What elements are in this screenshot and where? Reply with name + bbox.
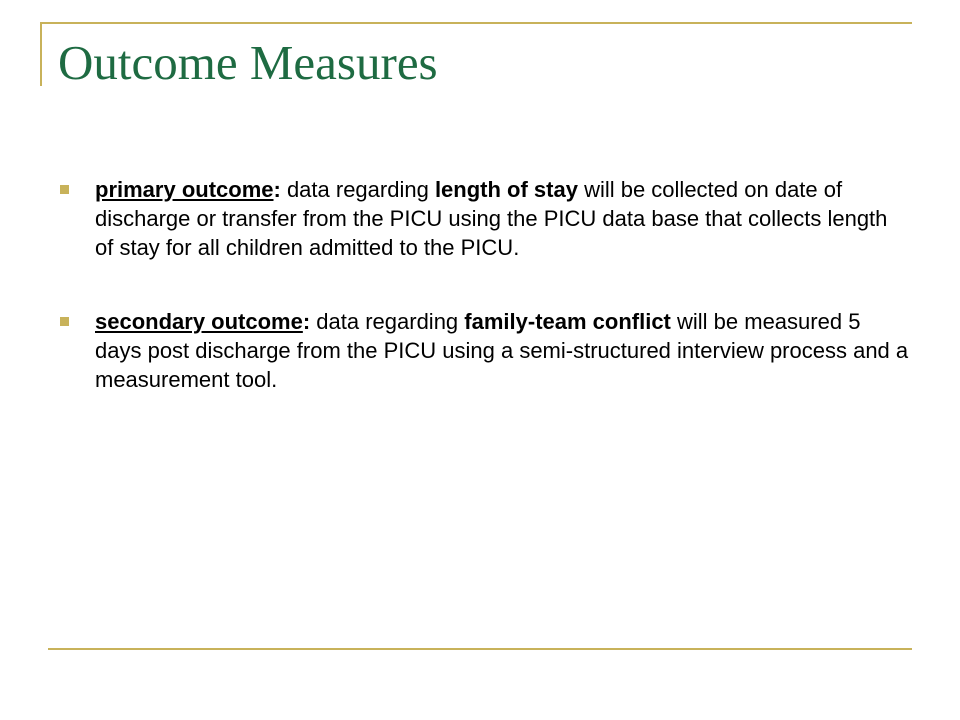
primary-outcome-term: primary outcome [95,177,274,202]
secondary-outcome-term: secondary outcome [95,309,303,335]
bullet-secondary-outcome [60,308,910,394]
primary-outcome-emphasis: length of stay [434,177,578,202]
bottom-rule [48,648,912,650]
secondary-outcome-colon: : [302,309,311,335]
bullet-primary-outcome [60,176,910,262]
secondary-outcome-text-before: data regarding [310,309,465,335]
left-rule [40,22,42,86]
secondary-outcome-text-after: will be measured 5 days post discharge from the PICU using a semi-structured interview process and a measurement tool. [95,309,909,393]
top-rule [40,22,912,24]
square-bullet-icon [60,317,69,326]
square-bullet-icon [60,185,69,194]
bullet-list [60,176,910,395]
primary-outcome-colon: : [273,177,281,202]
slide-title: Outcome Measures [58,35,438,90]
secondary-outcome-emphasis: family-team conflict [464,309,671,335]
primary-outcome-text-before: data regarding [280,177,435,202]
primary-outcome-text-after: will be collected on date of discharge or transfer from the PICU using the PICU data base that collects length of stay for all children admitted to the PICU. [95,177,888,260]
